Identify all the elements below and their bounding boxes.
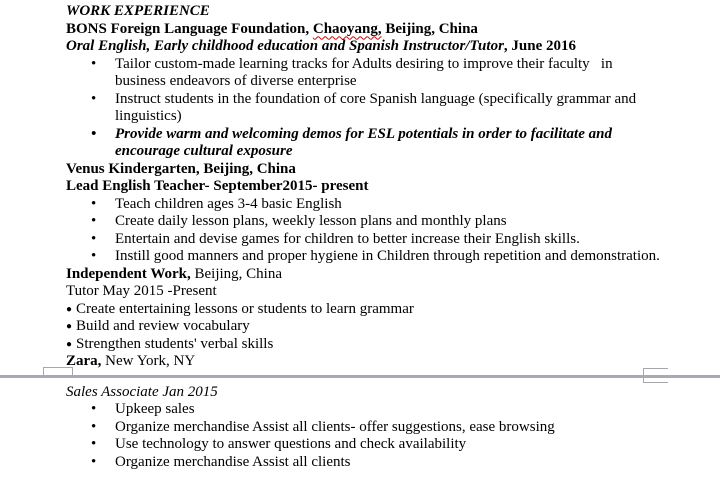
bullet-item (66, 436, 666, 454)
bullet-icon: • (91, 90, 97, 107)
employer-location: Beijing, China (190, 265, 283, 282)
page-margin-mark-left (43, 367, 73, 377)
bullet-item (66, 318, 666, 336)
bullet-icon: • (91, 125, 97, 142)
bullet-item (66, 401, 666, 419)
bullet-item (66, 419, 666, 437)
bullet-text: Teach children ages 3-4 basic English (115, 195, 342, 212)
bullet-text: Use technology to answer questions and check availability (115, 436, 467, 452)
employer-location: New York, NY (101, 353, 196, 369)
document-page[interactable] (66, 0, 666, 471)
bullet-icon: • (91, 436, 97, 452)
bullet-icon: • (91, 453, 97, 470)
employer-name-pre: BONS Foreign Language Foundation, (66, 20, 313, 37)
page-break-divider (0, 371, 720, 384)
bullet-icon: • (91, 55, 97, 72)
bullet-text: Instruct students in the foundation of core Spanish language (specifically grammar and linguistics) (115, 90, 640, 124)
bullet-text: Instill good manners and proper hygiene in Children through repetition and demonstration. (115, 248, 660, 264)
employer-name-post: Beijing, China (381, 20, 478, 37)
bullet-item (66, 231, 666, 249)
bullet-icon: • (91, 230, 97, 247)
bullet-text: Upkeep sales (115, 401, 195, 417)
bullet-item (66, 91, 666, 126)
bullet-item (66, 196, 666, 214)
bullet-icon: ● (66, 338, 73, 350)
bullet-item (66, 336, 666, 354)
bullet-item (66, 301, 666, 319)
bullet-text: Entertain and devise games for children to better increase their English skills. (115, 230, 580, 247)
bullet-icon: • (91, 418, 97, 435)
section-heading-work-experience: WORK EXPERIENCE (66, 3, 210, 19)
employer-heading-independent (66, 266, 666, 284)
bullet-text: Strengthen students' verbal skills (76, 335, 274, 352)
bullet-text: Tailor custom-made learning tracks for Adults desiring to improve their faculty in business endeavors of diverse enterprise (115, 55, 617, 89)
job-title-date: , June 2016 (503, 38, 576, 54)
page-break-line (0, 375, 720, 378)
bullet-text: Create daily lesson plans, weekly lesson plans and monthly plans (115, 213, 507, 229)
bullet-item (66, 56, 666, 91)
job-title-venus: Lead English Teacher- September2015- present (66, 178, 369, 194)
bullet-text: Organize merchandise Assist all clients (115, 453, 351, 470)
employer-heading-bons (66, 21, 666, 39)
bullet-icon: ● (66, 303, 73, 315)
bullet-text: Organize merchandise Assist all clients- offer suggestions, ease browsing (115, 418, 555, 435)
bullet-text: Create entertaining lessons or students to learn grammar (76, 300, 414, 317)
job-title-italic: Oral English, Early childhood education and Spanish Instructor/Tutor (66, 38, 504, 54)
bullet-icon: • (91, 213, 97, 229)
bullet-item (66, 126, 666, 161)
employer-heading-zara (66, 353, 666, 371)
employer-heading-venus: Venus Kindergarten, Beijing, China (66, 160, 296, 177)
bullet-item (66, 213, 666, 231)
bullet-item (66, 454, 666, 472)
page-margin-mark-right (643, 368, 668, 383)
bullet-text: Build and review vocabulary (76, 318, 250, 334)
bullet-item (66, 248, 666, 266)
job-title-independent: Tutor May 2015 -Present (66, 283, 217, 299)
job-title-zara: Sales Associate Jan 2015 (66, 383, 218, 400)
bullet-icon: ● (66, 321, 73, 332)
bullet-icon: • (91, 195, 97, 212)
employer-name-bold: Independent Work, (66, 265, 191, 282)
job-title-bons (66, 38, 666, 56)
misspelled-word-chaoyang: Chaoyang, (312, 20, 382, 37)
bullet-icon: • (91, 248, 97, 264)
bullet-icon: • (91, 401, 97, 417)
employer-name-bold: Zara, (66, 353, 102, 369)
bullet-text: Provide warm and welcoming demos for ESL potentials in order to facilitate and encourage cultural exposure (115, 125, 616, 159)
